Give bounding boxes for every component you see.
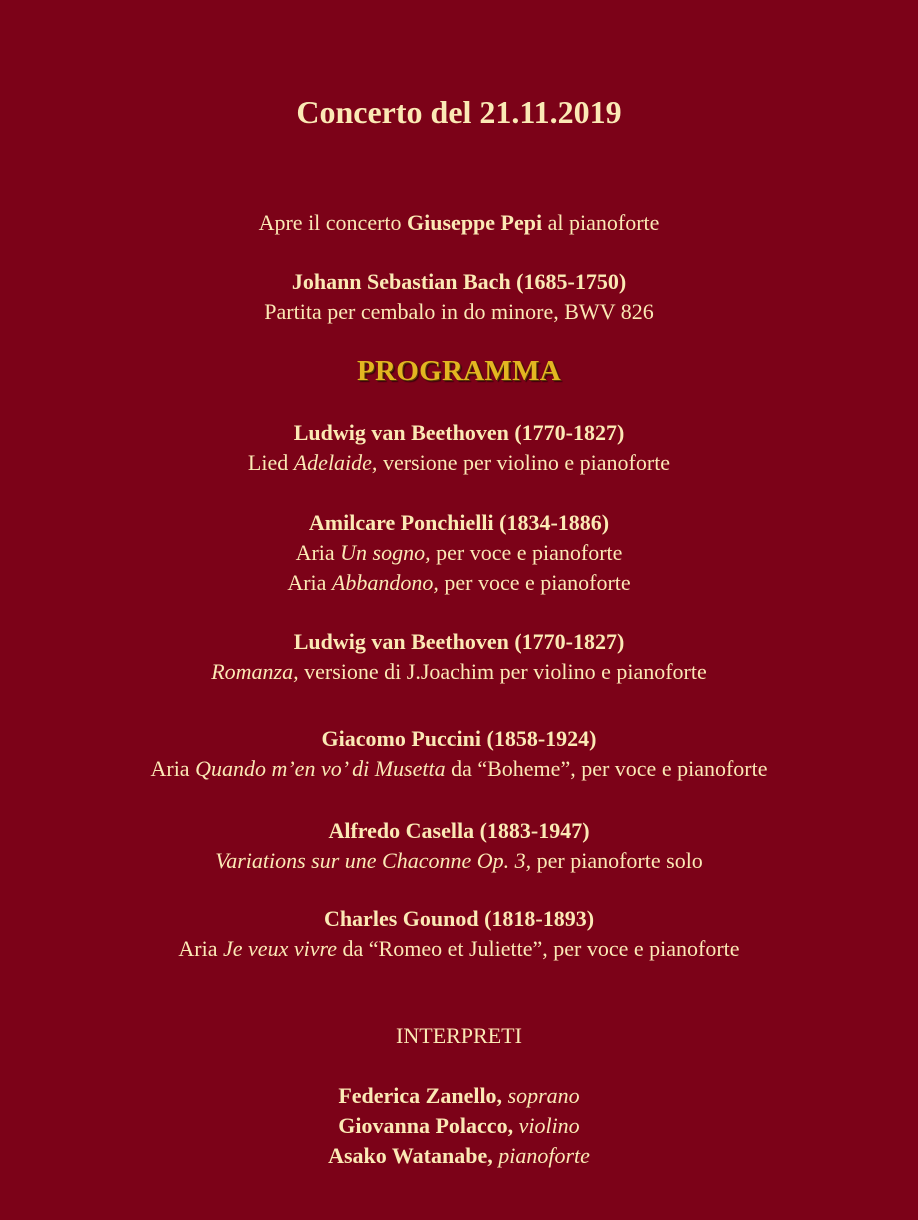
interpreter-role: pianoforte xyxy=(498,1143,590,1168)
interpreter-name: Giovanna Polacco, xyxy=(338,1113,514,1138)
opening-suffix: al pianoforte xyxy=(542,210,660,235)
program-composer: Giacomo Puccini (1858-1924) xyxy=(321,726,597,751)
opening-prefix: Apre il concerto xyxy=(258,210,408,235)
work-suffix: per voce e pianoforte xyxy=(438,570,631,595)
work-title: Abbandono, xyxy=(331,570,439,595)
program-heading: PROGRAMMA xyxy=(356,355,562,387)
interpreter-line xyxy=(0,1082,918,1110)
program-composer: Charles Gounod (1818-1893) xyxy=(323,906,595,931)
work-prefix: Aria xyxy=(295,540,341,565)
interpreters-heading: INTERPRETI xyxy=(396,1023,522,1048)
work-title: Quando m’en vo’ di Musetta xyxy=(195,756,446,781)
program-composer: Ludwig van Beethoven (1770-1827) xyxy=(293,420,625,445)
program-work xyxy=(0,539,918,567)
work-prefix: Aria xyxy=(150,756,196,781)
work-suffix: versione di J.Joachim per violino e pianoforte xyxy=(298,659,707,684)
opening-line xyxy=(0,209,918,237)
work-title: Romanza, xyxy=(211,659,299,684)
work-prefix: Aria xyxy=(178,936,224,961)
work-prefix: Lied xyxy=(247,450,294,475)
interpreter-role: soprano xyxy=(507,1083,580,1108)
work-title: Je veux vivre xyxy=(223,936,337,961)
program-work xyxy=(0,658,918,686)
work-title: Un sogno, xyxy=(340,540,431,565)
program-work xyxy=(0,569,918,597)
work-suffix: per pianoforte solo xyxy=(531,848,703,873)
page-title: Concerto del 21.11.2019 xyxy=(296,94,622,130)
program-composer: Amilcare Ponchielli (1834-1886) xyxy=(308,510,610,535)
opening-performer: Giuseppe Pepi xyxy=(407,210,543,235)
program-composer: Ludwig van Beethoven (1770-1827) xyxy=(293,629,625,654)
program-composer: Alfredo Casella (1883-1947) xyxy=(328,818,590,843)
interpreter-role: violino xyxy=(518,1113,580,1138)
work-suffix: versione per violino e pianoforte xyxy=(377,450,671,475)
work-suffix: da “Romeo et Juliette”, per voce e pianoforte xyxy=(337,936,740,961)
work-suffix: da “Boheme”, per voce e pianoforte xyxy=(445,756,768,781)
opening-work: Partita per cembalo in do minore, BWV 826 xyxy=(264,299,654,324)
opening-composer: Johann Sebastian Bach (1685-1750) xyxy=(291,269,627,294)
work-prefix: Aria xyxy=(287,570,332,595)
work-suffix: per voce e pianoforte xyxy=(430,540,623,565)
program-work xyxy=(0,755,918,783)
work-title: Adelaide, xyxy=(293,450,378,475)
interpreter-name: Federica Zanello, xyxy=(338,1083,503,1108)
interpreter-name: Asako Watanabe, xyxy=(328,1143,493,1168)
work-title: Variations sur une Chaconne Op. 3, xyxy=(215,848,532,873)
program-work xyxy=(0,935,918,963)
interpreter-line xyxy=(0,1112,918,1140)
program-work xyxy=(0,449,918,477)
interpreter-line xyxy=(0,1142,918,1170)
program-work xyxy=(0,847,918,875)
